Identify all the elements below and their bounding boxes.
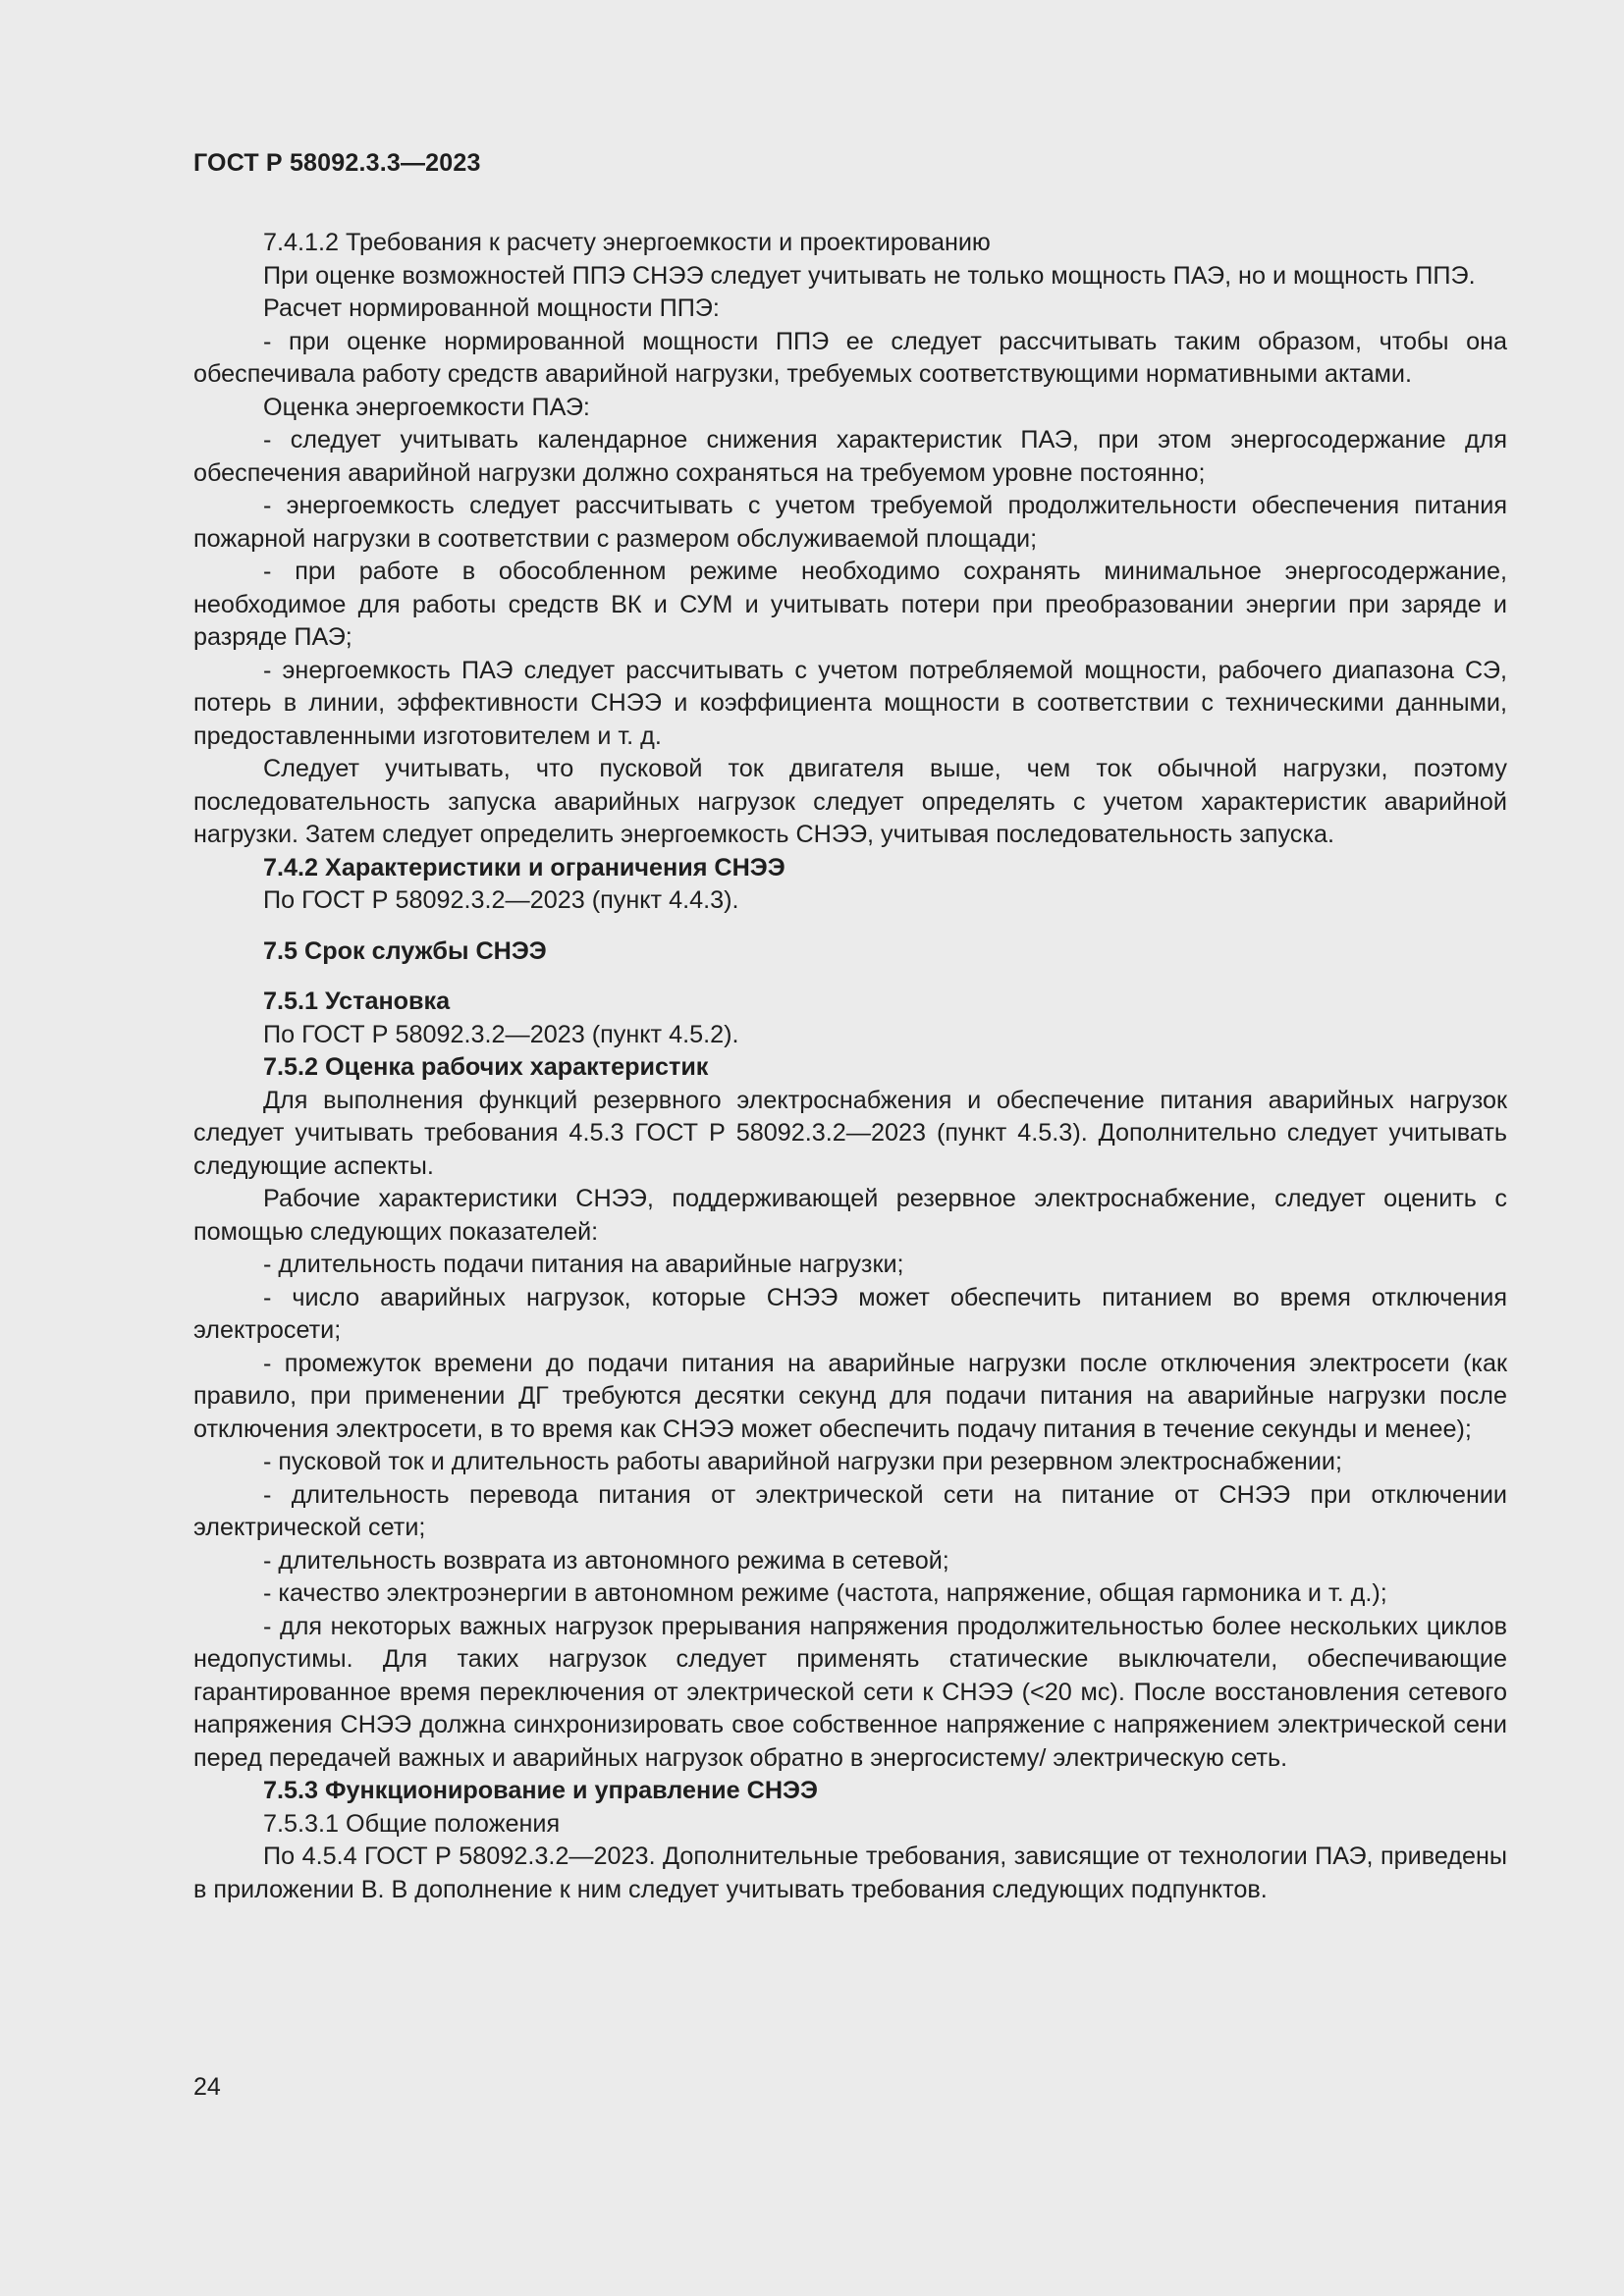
list-item: - длительность подачи питания на аварийные нагрузки; xyxy=(263,1251,904,1278)
body-paragraph: По 4.5.4 ГОСТ Р 58092.3.2—2023. Дополнительные требования, зависящие от технологии ПАЭ, приведены в приложении В. В дополнение к ним следует учитывать требования следующих подпунктов. xyxy=(193,1842,1507,1903)
section-heading-7-4-2: 7.4.2 Характеристики и ограничения СНЭЭ xyxy=(263,853,785,881)
list-item: - качество электроэнергии в автономном режиме (частота, напряжение, общая гармоника и т. д.); xyxy=(263,1579,1387,1607)
list-item: - энергоемкость следует рассчитывать с учетом требуемой продолжительности обеспечения питания пожарной нагрузки в соответствии с размером обслуживаемой площади; xyxy=(193,492,1507,553)
list-item: - следует учитывать календарное снижения характеристик ПАЭ, при этом энергосодержание для обеспечения аварийной нагрузки должно сохраняться на требуемом уровне постоянно; xyxy=(193,426,1507,487)
body-paragraph: Рабочие характеристики СНЭЭ, поддерживающей резервное электроснабжение, следует оценить с помощью следующих показателей: xyxy=(193,1185,1507,1246)
list-item: - число аварийных нагрузок, которые СНЭЭ может обеспечить питанием во время отключения электросети; xyxy=(193,1283,1507,1344)
list-item: - при работе в обособленном режиме необходимо сохранять минимальное энергосодержание, необходимое для работы средств ВК и СУМ и учитывать потери при преобразовании энергии при заряде и разряде ПАЭ; xyxy=(193,558,1507,651)
document-code-header: ГОСТ Р 58092.3.3—2023 xyxy=(193,149,481,177)
body-paragraph: По ГОСТ Р 58092.3.2—2023 (пункт 4.4.3). xyxy=(263,886,739,914)
list-item: - длительность возврата из автономного режима в сетевой; xyxy=(263,1546,949,1575)
section-heading-7-5: 7.5 Срок службы СНЭЭ xyxy=(263,936,547,965)
section-heading-7-5-2: 7.5.2 Оценка рабочих характеристик xyxy=(263,1053,709,1081)
body-paragraph: Следует учитывать, что пусковой ток двигателя выше, чем ток обычной нагрузки, поэтому последовательность запуска аварийных нагрузок следует определять с учетом характеристик аварийной нагрузки. Затем следует определить энергоемкость СНЭЭ, учитывая последовательность запуска. xyxy=(193,755,1507,848)
list-item: - для некоторых важных нагрузок прерывания напряжения продолжительностью более нескольких циклов недопустимы. Для таких нагрузок следует применять статические выключатели, обеспечивающие гарантированное время переключения от электрической сети к СНЭЭ (<20 мс). После восстановления сетевого напряжения СНЭЭ должна синхронизировать свое собственное напряжение с напряжением электрической сени перед передачей важных и аварийных нагрузок обратно в энергосистему/ электрическую сеть. xyxy=(193,1612,1507,1772)
list-item: - промежуток времени до подачи питания на аварийные нагрузки после отключения электросети (как правило, при применении ДГ требуются десятки секунд для подачи питания на аварийные нагрузки после отключения электросети, в то время как СНЭЭ может обеспечить подачу питания в течение секунды и менее); xyxy=(193,1349,1507,1443)
body-paragraph: Расчет нормированной мощности ППЭ: xyxy=(263,294,720,322)
list-item: - при оценке нормированной мощности ППЭ ее следует рассчитывать таким образом, чтобы она обеспечивала работу средств аварийной нагрузки, требуемых соответствующими нормативными актами. xyxy=(193,327,1507,388)
body-paragraph: По ГОСТ Р 58092.3.2—2023 (пункт 4.5.2). xyxy=(263,1020,739,1048)
document-body xyxy=(193,227,1507,1906)
body-paragraph: При оценке возможностей ППЭ СНЭЭ следует учитывать не только мощность ПАЭ, но и мощность ППЭ. xyxy=(263,261,1476,290)
page-number: 24 xyxy=(193,2073,221,2101)
body-paragraph: Оценка энергоемкости ПАЭ: xyxy=(263,393,590,421)
section-heading-7-5-1: 7.5.1 Установка xyxy=(263,988,451,1015)
list-item: - длительность перевода питания от электрической сети на питание от СНЭЭ при отключении электрической сети; xyxy=(193,1480,1507,1541)
list-item: - энергоемкость ПАЭ следует рассчитывать с учетом потребляемой мощности, рабочего диапазона СЭ, потерь в линии, эффективности СНЭЭ и коэффициента мощности в соответствии с техническими данными, предоставленными изготовителем и т. д. xyxy=(193,656,1507,750)
subsection-heading-7-5-3-1: 7.5.3.1 Общие положения xyxy=(263,1809,561,1838)
body-paragraph: Для выполнения функций резервного электроснабжения и обеспечение питания аварийных нагрузок следует учитывать требования 4.5.3 ГОСТ Р 58092.3.2—2023 (пункт 4.5.3). Дополнительно следует учитывать следующие аспекты. xyxy=(193,1086,1507,1180)
section-heading-7-5-3: 7.5.3 Функционирование и управление СНЭЭ xyxy=(263,1777,818,1804)
list-item: - пусковой ток и длительность работы аварийной нагрузки при резервном электроснабжении; xyxy=(263,1448,1342,1475)
subsection-heading-7-4-1-2: 7.4.1.2 Требования к расчету энергоемкости и проектированию xyxy=(263,229,991,256)
